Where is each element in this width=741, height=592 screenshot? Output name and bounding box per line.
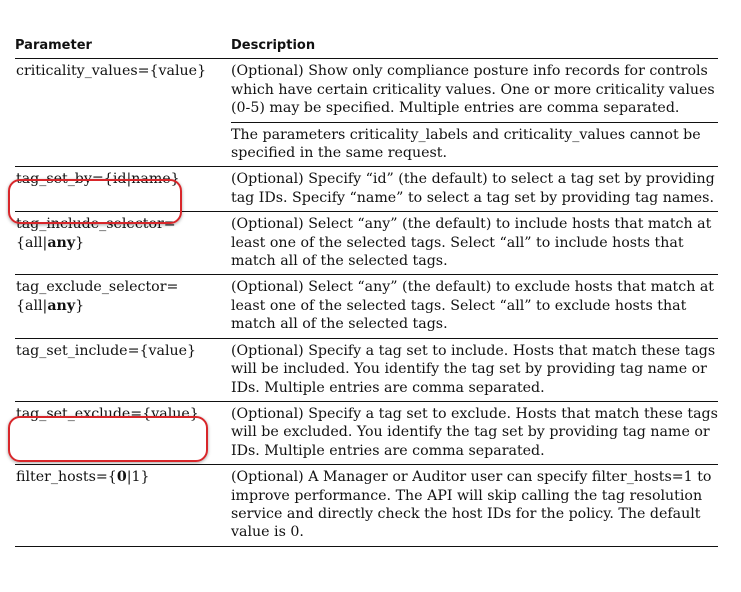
table-row bbox=[15, 338, 718, 401]
param-cell bbox=[15, 465, 231, 547]
desc-cell: (Optional) Specify a tag set to exclude. Hosts that match these tags will be excluded. You identify the tag set by providing tag name or IDs. Multiple entries are comma separated. bbox=[231, 401, 718, 464]
param-line1: tag_exclude_selector= bbox=[16, 279, 179, 296]
param-pre: {all| bbox=[16, 297, 48, 314]
param-cell bbox=[15, 275, 231, 338]
param-pre: {all| bbox=[16, 234, 48, 251]
highlight-tag-set-by bbox=[8, 179, 182, 224]
desc-cell: (Optional) A Manager or Auditor user can specify filter_hosts=1 to improve performance. The API will skip calling the tag resolution service and directly check the host IDs for the policy. The default value is 0. bbox=[231, 465, 718, 547]
parameter-column-header: Parameter bbox=[15, 37, 231, 59]
table-row bbox=[15, 59, 718, 122]
highlight-tag-set-exclude bbox=[8, 416, 208, 462]
param-post: } bbox=[75, 234, 85, 251]
desc-cell: (Optional) Select “any” (the default) to exclude hosts that match at least one of the selected tags. Select “all” to exclude hosts that match all of the selected tags. bbox=[231, 275, 718, 338]
param-default: 0 bbox=[116, 469, 127, 486]
table-header-row bbox=[15, 37, 718, 59]
param-cell: criticality_values={value} bbox=[16, 63, 207, 80]
desc-cell: (Optional) Specify a tag set to include. Hosts that match these tags will be included. You identify the tag set by providing tag name or IDs. Multiple entries are comma separated. bbox=[231, 338, 718, 401]
description-column-header: Description bbox=[231, 37, 718, 59]
desc-cell: (Optional) Specify “id” (the default) to select a tag set by providing tag IDs. Specify “name” to select a tag set by providing tag names. bbox=[231, 167, 718, 212]
param-default: any bbox=[47, 234, 76, 251]
table-row bbox=[15, 465, 718, 547]
param-cell: tag_set_by={id|name} bbox=[15, 167, 231, 212]
param-post: |1} bbox=[126, 469, 150, 486]
desc-cell: The parameters criticality_labels and criticality_values cannot be specified in the same request. bbox=[231, 122, 718, 167]
param-line1: tag_include_selector= bbox=[16, 216, 176, 233]
param-pre: filter_hosts={ bbox=[16, 469, 117, 486]
desc-cell: (Optional) Show only compliance posture info records for controls which have certain criticality values. One or more criticality values (0-5) may be specified. Multiple entries are comma separated. bbox=[231, 59, 718, 122]
table-row bbox=[15, 275, 718, 338]
param-post: } bbox=[75, 297, 85, 314]
param-default: any bbox=[47, 297, 76, 314]
param-cell: tag_set_exclude={value} bbox=[15, 401, 231, 464]
parameter-table bbox=[15, 37, 718, 547]
param-cell: tag_set_include={value} bbox=[15, 338, 231, 401]
param-cell bbox=[15, 122, 231, 167]
table-row bbox=[15, 122, 718, 167]
desc-cell: (Optional) Select “any” (the default) to include hosts that match at least one of the selected tags. Select “all” to include hosts that match all of the selected tags. bbox=[231, 212, 718, 275]
